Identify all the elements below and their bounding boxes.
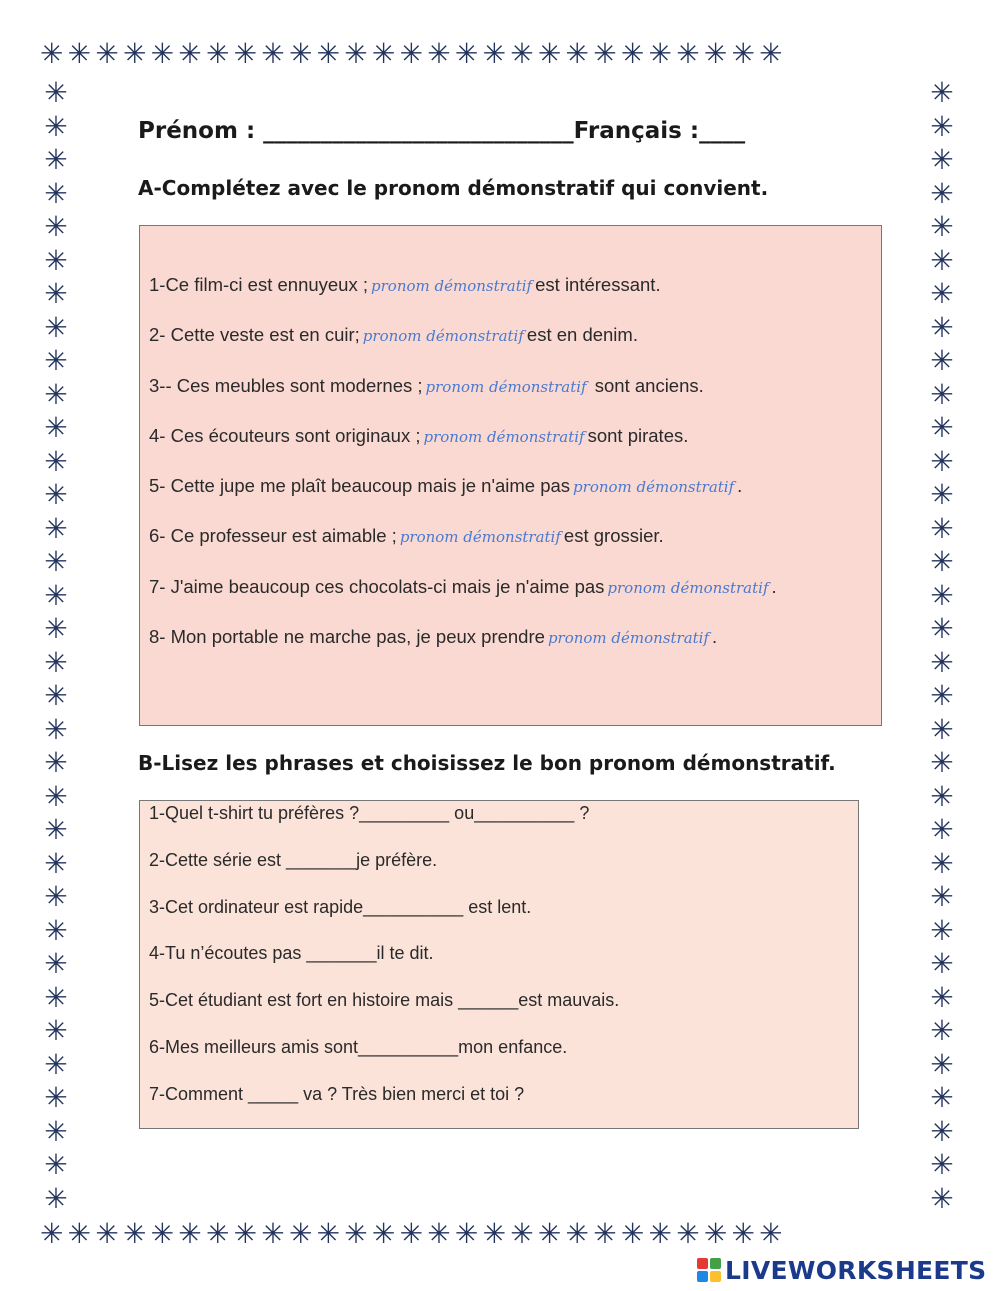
- exercise-a-item: [149, 525, 881, 575]
- answer-blank[interactable]: pronom démonstratif: [423, 427, 585, 446]
- exercise-b-item[interactable]: 7-Comment _____ va ? Très bien merci et toi ?: [149, 1083, 525, 1104]
- exercise-b-item[interactable]: 2-Cette série est _______je préfère.: [149, 849, 438, 870]
- item-text-before: 7- J'aime beaucoup ces chocolats-ci mais je n'aime pas: [149, 575, 605, 597]
- exercise-a-item: [149, 274, 881, 324]
- name-header: Prénom : ___________________________Français :____: [138, 118, 746, 144]
- logo-mark-icon: [697, 1258, 721, 1282]
- answer-blank[interactable]: pronom démonstratif: [547, 629, 710, 648]
- border-bottom: ✳✳✳✳✳✳✳✳✳✳✳✳✳✳✳✳✳✳✳✳✳✳✳✳✳✳✳: [40, 1220, 787, 1248]
- item-text-before: 2- Cette veste est en cuir;: [149, 324, 360, 346]
- liveworksheets-logo: [697, 1255, 986, 1285]
- exercise-b-item[interactable]: 3-Cet ordinateur est rapide__________ est lent.: [149, 896, 532, 917]
- item-text-after: sont pirates.: [587, 424, 689, 446]
- answer-blank[interactable]: pronom démonstratif: [362, 327, 524, 346]
- exercise-b-item[interactable]: 6-Mes meilleurs amis sont__________mon enfance.: [149, 1036, 568, 1057]
- answer-blank[interactable]: pronom démonstratif: [399, 528, 561, 547]
- logo-square: [710, 1258, 721, 1269]
- answer-blank[interactable]: pronom démonstratif: [573, 478, 735, 497]
- exercise-a-list: [149, 274, 881, 676]
- section-a-title: A-Complétez avec le pronom démonstratif qui convient.: [138, 176, 769, 200]
- item-text-after: .: [771, 575, 777, 597]
- logo-square: [697, 1271, 708, 1282]
- exercise-b-item[interactable]: 5-Cet étudiant est fort en histoire mais ______est mauvais.: [149, 990, 620, 1011]
- answer-blank[interactable]: pronom démonstratif: [425, 377, 587, 396]
- logo-square: [697, 1258, 708, 1269]
- border-top: ✳✳✳✳✳✳✳✳✳✳✳✳✳✳✳✳✳✳✳✳✳✳✳✳✳✳✳: [40, 40, 787, 68]
- item-text-before: 5- Cette jupe me plaît beaucoup mais je n'aime pas: [149, 475, 571, 497]
- item-text-after: est en denim.: [526, 324, 638, 346]
- exercise-a-box: [139, 225, 882, 726]
- item-text-after: est intéressant.: [535, 274, 661, 295]
- border-right: ✳✳✳✳✳✳✳✳✳✳✳✳✳✳✳✳✳✳✳✳✳✳✳✳✳✳✳✳✳✳✳✳✳✳: [930, 76, 954, 1215]
- exercise-a-item: [149, 475, 881, 525]
- section-b-title: B-Lisez les phrases et choisissez le bon pronom démonstratif.: [138, 751, 836, 775]
- exercise-a-item: [149, 576, 881, 626]
- item-text-before: 6- Ce professeur est aimable ;: [149, 525, 397, 547]
- item-text-after: sont anciens.: [589, 374, 704, 396]
- item-text-after: est grossier.: [563, 525, 664, 547]
- item-text-after: .: [737, 475, 743, 497]
- logo-square: [710, 1271, 721, 1282]
- exercise-a-item: [149, 626, 881, 676]
- logo-text: LIVEWORKSHEETS: [725, 1255, 987, 1285]
- item-text-before: 3-- Ces meubles sont modernes ;: [149, 374, 423, 396]
- exercise-a-item: [149, 425, 881, 475]
- exercise-b-box: [139, 800, 859, 1129]
- border-left: ✳✳✳✳✳✳✳✳✳✳✳✳✳✳✳✳✳✳✳✳✳✳✳✳✳✳✳✳✳✳✳✳✳✳: [44, 76, 68, 1215]
- exercise-b-item[interactable]: 1-Quel t-shirt tu préfères ?_________ ou__________ ?: [149, 803, 590, 823]
- exercise-a-item: [149, 324, 881, 374]
- item-text-after: .: [712, 626, 718, 648]
- item-text-before: 1-Ce film-ci est ennuyeux ;: [149, 274, 369, 295]
- exercise-b-item[interactable]: 4-Tu n’écoutes pas _______il te dit.: [149, 943, 434, 964]
- item-text-before: 4- Ces écouteurs sont originaux ;: [149, 424, 421, 446]
- item-text-before: 8- Mon portable ne marche pas, je peux prendre: [149, 626, 545, 648]
- answer-blank[interactable]: pronom démonstratif: [371, 277, 533, 295]
- answer-blank[interactable]: pronom démonstratif: [607, 578, 769, 597]
- exercise-a-item: [149, 375, 881, 425]
- exercise-b-list: [149, 803, 858, 1131]
